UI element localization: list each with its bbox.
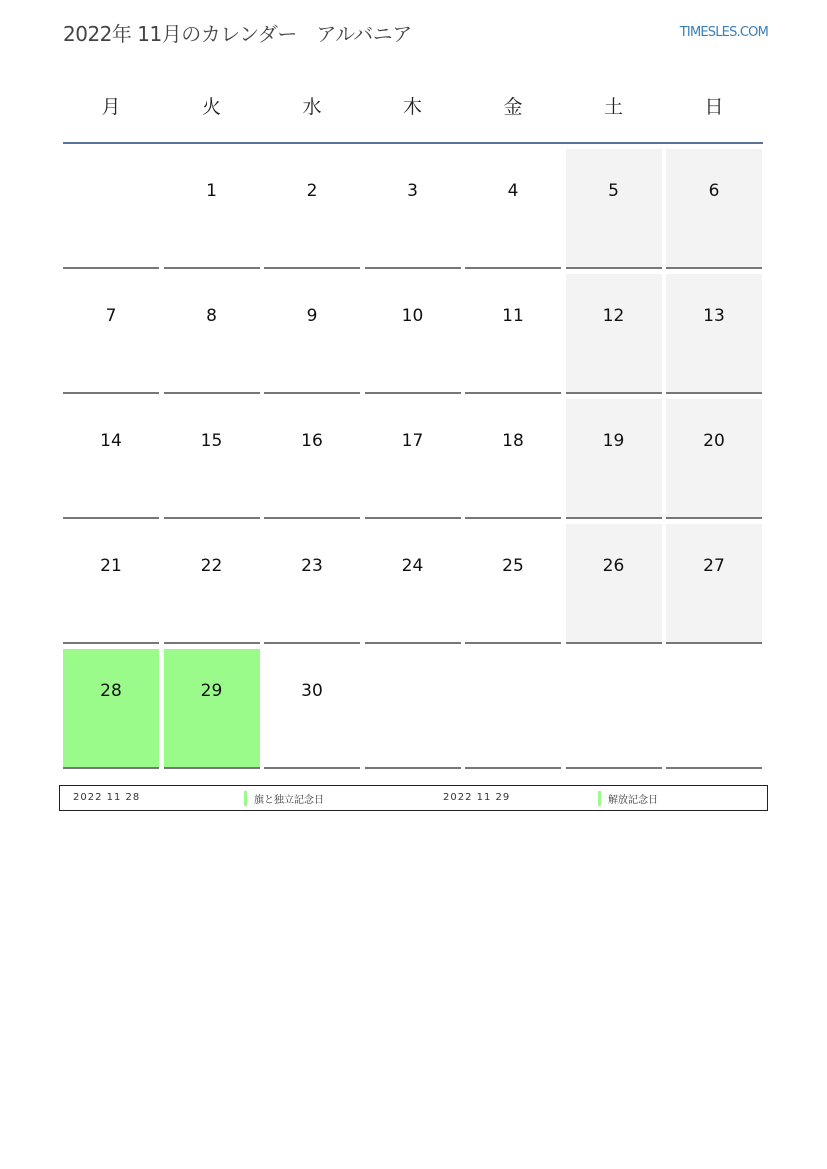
day-cell[interactable] bbox=[264, 649, 360, 769]
day-cell[interactable] bbox=[164, 399, 260, 519]
day-cell[interactable] bbox=[365, 399, 461, 519]
weekday-sat: 土 bbox=[603, 96, 623, 118]
site-brand-link[interactable]: TIMESLES.COM bbox=[679, 25, 768, 40]
day-number: 28 bbox=[100, 681, 122, 701]
day-number: 4 bbox=[507, 181, 519, 201]
day-number: 1 bbox=[206, 181, 217, 201]
day-cell[interactable] bbox=[365, 524, 461, 644]
weekday-header-row bbox=[63, 84, 763, 144]
day-cell[interactable] bbox=[465, 399, 561, 519]
day-cell[interactable] bbox=[465, 149, 561, 269]
legend-date: 2022 11 29 bbox=[443, 792, 511, 803]
day-number: 12 bbox=[602, 306, 625, 326]
day-number: 27 bbox=[703, 556, 725, 576]
empty-day-cell bbox=[63, 149, 159, 269]
day-cell[interactable] bbox=[63, 524, 159, 644]
day-number: 21 bbox=[100, 556, 122, 576]
day-cell[interactable] bbox=[566, 399, 662, 519]
weekday-tue: 火 bbox=[201, 96, 221, 118]
day-cell[interactable] bbox=[264, 524, 360, 644]
day-cell[interactable] bbox=[566, 274, 662, 394]
page-title: 2022年 11月のカレンダー アルバニア bbox=[63, 22, 412, 46]
day-number: 24 bbox=[401, 556, 424, 576]
weekday-thu: 木 bbox=[402, 96, 422, 118]
day-cell[interactable] bbox=[264, 274, 360, 394]
legend-holiday-name: 旗と独立記念日 bbox=[244, 791, 324, 806]
empty-day-cell bbox=[566, 649, 662, 769]
day-number: 8 bbox=[206, 306, 217, 326]
day-number: 30 bbox=[301, 681, 323, 701]
calendar-grid bbox=[63, 149, 763, 769]
day-number: 10 bbox=[401, 306, 424, 326]
day-number: 3 bbox=[407, 181, 418, 201]
day-number: 2 bbox=[306, 181, 318, 201]
empty-day-cell bbox=[666, 649, 762, 769]
day-cell[interactable] bbox=[566, 149, 662, 269]
day-cell[interactable] bbox=[666, 399, 762, 519]
day-number: 29 bbox=[200, 681, 223, 701]
empty-day-cell bbox=[465, 649, 561, 769]
day-number: 14 bbox=[100, 431, 122, 451]
weekday-sun: 日 bbox=[704, 96, 724, 118]
day-number: 11 bbox=[502, 306, 524, 326]
day-cell[interactable] bbox=[63, 399, 159, 519]
day-cell[interactable] bbox=[666, 149, 762, 269]
holiday-day-cell[interactable] bbox=[164, 649, 260, 769]
day-cell[interactable] bbox=[666, 524, 762, 644]
day-cell[interactable] bbox=[365, 274, 461, 394]
day-number: 5 bbox=[608, 181, 619, 201]
empty-day-cell bbox=[365, 649, 461, 769]
day-cell[interactable] bbox=[465, 274, 561, 394]
legend-holiday-name: 解放記念日 bbox=[598, 791, 658, 806]
day-cell[interactable] bbox=[264, 399, 360, 519]
day-number: 20 bbox=[703, 431, 725, 451]
day-cell[interactable] bbox=[566, 524, 662, 644]
weekday-wed: 水 bbox=[302, 96, 322, 118]
day-cell[interactable] bbox=[164, 149, 260, 269]
day-cell[interactable] bbox=[164, 274, 260, 394]
day-number: 15 bbox=[200, 431, 223, 451]
day-number: 23 bbox=[301, 556, 323, 576]
day-cell[interactable] bbox=[666, 274, 762, 394]
day-cell[interactable] bbox=[365, 149, 461, 269]
day-cell[interactable] bbox=[465, 524, 561, 644]
day-number: 22 bbox=[200, 556, 223, 576]
day-number: 25 bbox=[502, 556, 524, 576]
day-number: 7 bbox=[105, 306, 117, 326]
day-number: 26 bbox=[602, 556, 625, 576]
day-number: 16 bbox=[301, 431, 323, 451]
weekday-fri: 金 bbox=[503, 96, 523, 118]
day-cell[interactable] bbox=[264, 149, 360, 269]
holiday-day-cell[interactable] bbox=[63, 649, 159, 769]
day-number: 9 bbox=[306, 306, 318, 326]
day-cell[interactable] bbox=[164, 524, 260, 644]
legend-date: 2022 11 28 bbox=[73, 792, 141, 803]
day-number: 19 bbox=[602, 431, 625, 451]
weekday-mon: 月 bbox=[101, 96, 121, 118]
day-number: 18 bbox=[502, 431, 524, 451]
day-cell[interactable] bbox=[63, 274, 159, 394]
day-number: 17 bbox=[401, 431, 424, 451]
holiday-legend bbox=[59, 785, 768, 811]
day-number: 13 bbox=[703, 306, 725, 326]
day-number: 6 bbox=[708, 181, 720, 201]
